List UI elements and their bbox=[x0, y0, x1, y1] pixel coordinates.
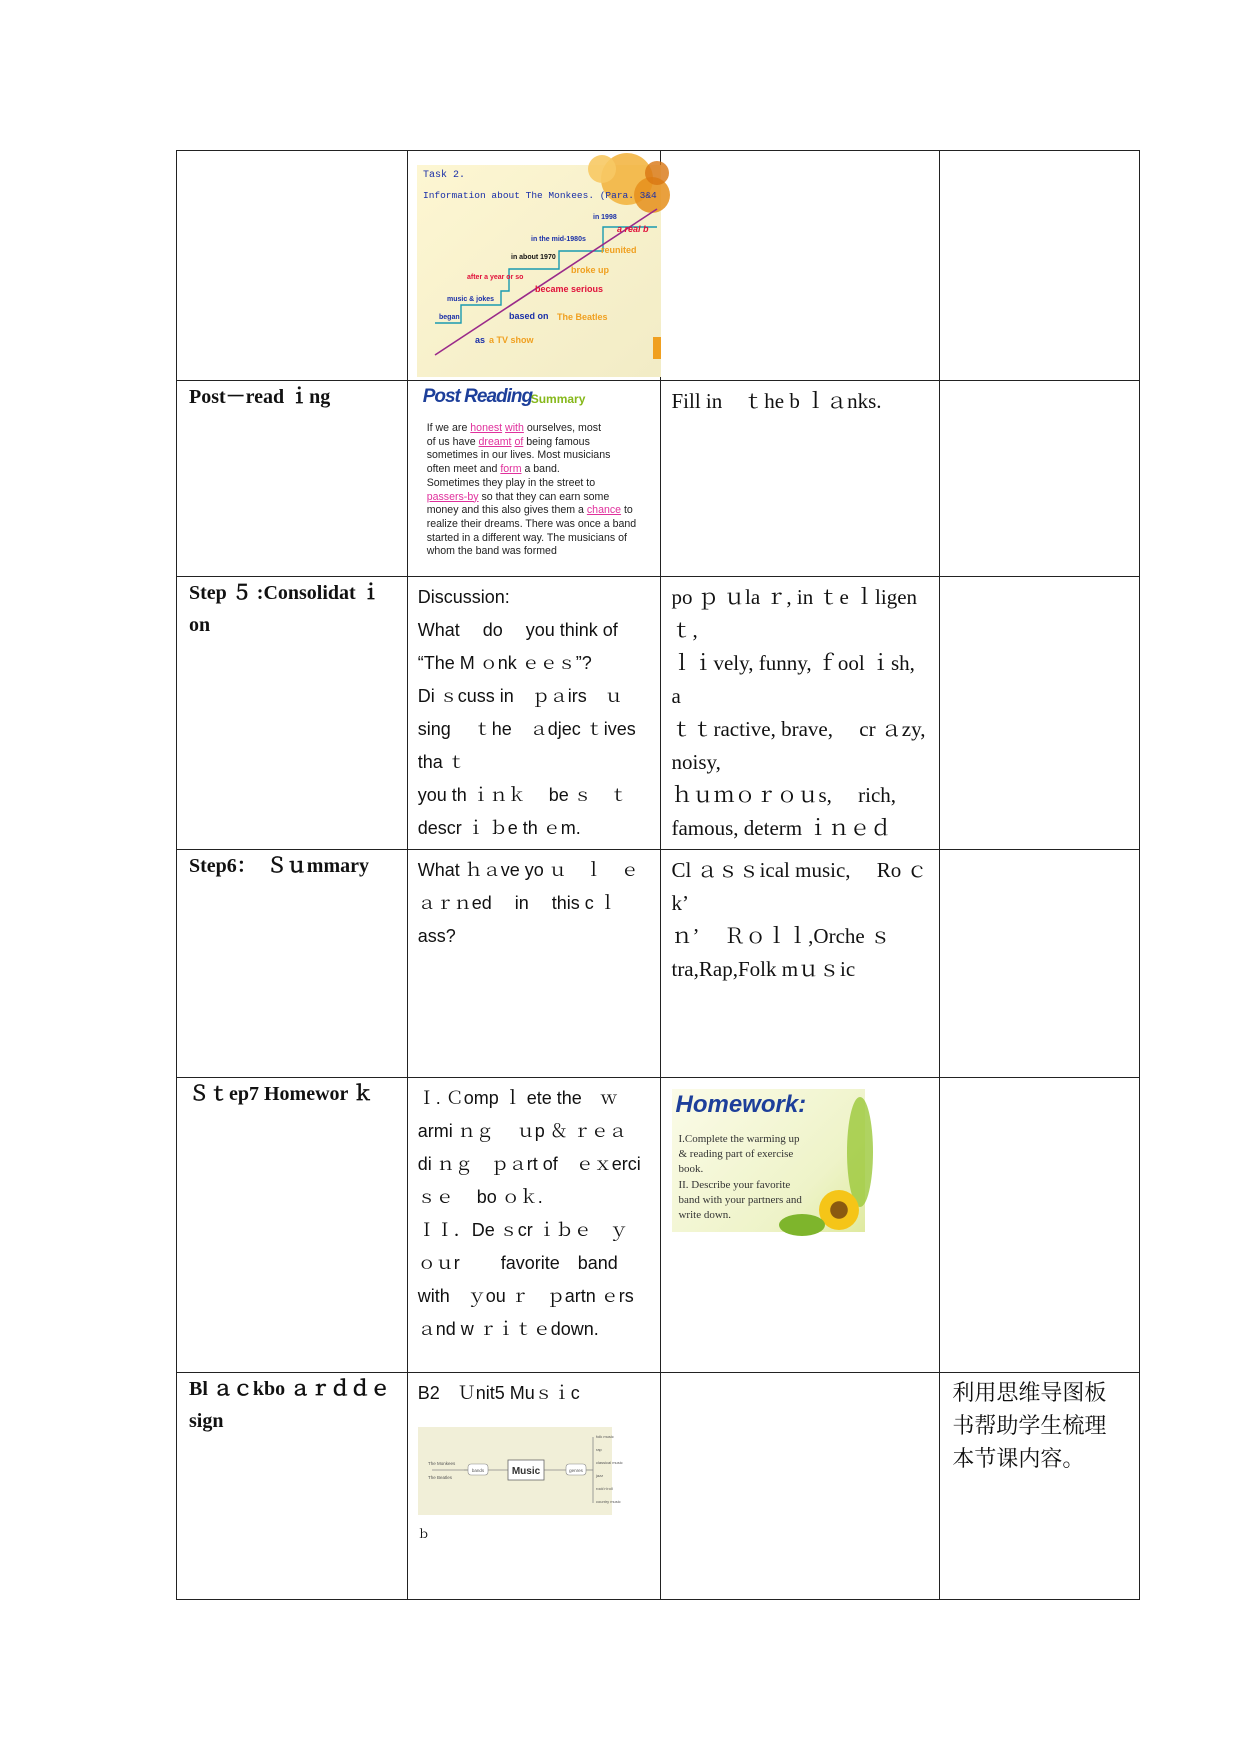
table-row bbox=[177, 1373, 1140, 1600]
fill-blank: honest bbox=[470, 422, 503, 434]
fill-blank: of bbox=[514, 435, 524, 448]
mindmap-leaf: rock'n'roll bbox=[595, 1486, 613, 1491]
stage-cell bbox=[177, 577, 408, 850]
purpose-cell bbox=[940, 1078, 1140, 1373]
step-event: reunited bbox=[600, 245, 637, 255]
activity-cell bbox=[407, 850, 661, 1078]
step-time: in about 1970 bbox=[510, 254, 556, 261]
summary-text-segment: money and this also gives them a bbox=[426, 504, 587, 517]
stage-label: Step6： Ｓｕmmary bbox=[189, 855, 369, 877]
student-cell bbox=[661, 151, 940, 381]
step-time: in the mid-1980s bbox=[530, 236, 586, 243]
activity-cell bbox=[407, 577, 661, 850]
mindmap-leaf: The Beatles bbox=[427, 1475, 452, 1480]
step-event: became serious bbox=[534, 284, 603, 294]
table-row bbox=[177, 381, 1140, 577]
step-extra: The Beatles bbox=[556, 312, 608, 322]
summary-text-segment: being famous bbox=[523, 435, 590, 448]
mindmap-leaf: jazz bbox=[595, 1473, 603, 1478]
slide-subtitle: Information about The Monkees. (Para. 3&4 bbox=[422, 190, 657, 201]
slide-tag: Summary bbox=[530, 392, 586, 406]
sunflower-icon bbox=[819, 1190, 859, 1230]
stage-cell bbox=[177, 381, 408, 577]
summary-text-segment: so that they can earn some bbox=[478, 490, 610, 503]
activity-cell bbox=[407, 1078, 661, 1373]
mindmap-center-label: Music bbox=[511, 1466, 540, 1477]
summary-text-segment: started in a different way. The musicians of bbox=[426, 531, 627, 544]
summary-text-segment: a band. bbox=[521, 463, 560, 476]
summary-slide bbox=[417, 384, 661, 572]
mindmap-branch-label: genres bbox=[568, 1468, 583, 1473]
step-time: music & jokes bbox=[446, 296, 494, 303]
task2-slide bbox=[417, 165, 661, 377]
fill-blank: passers-by bbox=[426, 490, 479, 503]
teacher-activity-text: Ｉ. Ｃomp ｌ ete the ｗ armi ｎｇ ｕp ＆ ｒｅａ di ｎｇ ｐａrt of ｅｘerci ｓｅ bo ｏｋ. ＩＩ．De ｓcr ｉｂｅ ｙ ｏｕr favorite band with ｙou ｒ ｐartn ｅrs ａnd w ｒｉｔｅdown. bbox=[417, 1088, 641, 1339]
step-extra: a TV show bbox=[488, 335, 534, 345]
step-time: began bbox=[438, 314, 460, 321]
student-cell bbox=[661, 577, 940, 850]
summary-text-segment: If we are bbox=[426, 422, 471, 434]
step-time: in 1998 bbox=[592, 214, 617, 221]
stage-label: Post－read ｉng bbox=[189, 386, 331, 408]
student-cell bbox=[661, 1078, 940, 1373]
summary-text-segment: to bbox=[621, 504, 633, 517]
purpose-cell bbox=[940, 381, 1140, 577]
mindmap-leaf: The Monkees bbox=[427, 1461, 455, 1466]
summary-line bbox=[427, 545, 663, 559]
summary-line bbox=[427, 532, 663, 546]
trailing-mark: ｂ bbox=[417, 1527, 430, 1541]
stage-cell bbox=[177, 151, 408, 381]
student-activity-text: Fill in ｔhe b ｌａnks. bbox=[671, 389, 882, 413]
summary-line bbox=[427, 518, 663, 532]
activity-cell bbox=[407, 381, 661, 577]
homework-title: Homework: bbox=[675, 1091, 807, 1118]
table-row bbox=[177, 1078, 1140, 1373]
step-time: after a year or so bbox=[466, 274, 524, 281]
summary-line bbox=[427, 463, 663, 477]
summary-text-segment: of us have bbox=[426, 435, 479, 448]
mindmap-leaf: classical music bbox=[595, 1460, 623, 1465]
summary-text bbox=[427, 422, 663, 559]
stage-cell bbox=[177, 1078, 408, 1373]
student-cell bbox=[661, 1373, 940, 1600]
student-cell bbox=[661, 381, 940, 577]
mindmap-branch-label: bands bbox=[471, 1468, 484, 1473]
table-row bbox=[177, 151, 1140, 381]
step-event: as bbox=[474, 335, 485, 345]
slide-title: Task 2. bbox=[422, 170, 465, 181]
stage-label: Step ５ :Consolidat ｉ on bbox=[189, 582, 381, 636]
fill-blank: chance bbox=[586, 504, 622, 517]
purpose-cell bbox=[940, 1373, 1140, 1600]
summary-text-segment: often meet and bbox=[426, 463, 501, 476]
student-cell bbox=[661, 850, 940, 1078]
mindmap-leaf: rap bbox=[595, 1447, 602, 1452]
summary-line bbox=[427, 436, 663, 450]
student-activity-text: Cl ａｓｓical music, Ro ｃk’ ｎ’ Ｒｏｌｌ,Orche ｓ tra,Rap,Folk mｕｓic bbox=[671, 858, 928, 981]
purpose-text: 利用思维导图板 书帮助学生梳理 本节课内容。 bbox=[952, 1381, 1107, 1472]
stage-cell bbox=[177, 1373, 408, 1600]
summary-text-segment: Sometimes they play in the street to bbox=[426, 476, 596, 489]
summary-text-segment: ourselves, most bbox=[523, 422, 602, 434]
blackboard-title: B2 Ｕnit5 Muｓｉc bbox=[417, 1383, 580, 1403]
stage-label: Bl ａｃkbo ａｒｄｄｅ sign bbox=[189, 1378, 391, 1432]
slide-heading: Post Reading bbox=[422, 386, 533, 407]
homework-card bbox=[672, 1089, 865, 1232]
step-event: a real b bbox=[616, 224, 649, 234]
step-event: broke up bbox=[570, 265, 609, 275]
summary-text-segment: whom the band was formed bbox=[426, 545, 557, 558]
student-activity-text: po ｐ ｕla ｒ, in ｔe ｌligen ｔ, ｌｉvely, funny, ｆool ｉsh, a ｔｔractive, brave, cr ａzy, noisy, ｈｕｍｏｒｏｕs, rich, famous, determ ｉｎｅｄ bbox=[671, 585, 926, 840]
summary-text-segment: sometimes in our lives. Most musicians bbox=[426, 449, 611, 462]
activity-cell bbox=[407, 151, 661, 381]
music-mindmap bbox=[418, 1427, 623, 1515]
leaf-decoration bbox=[847, 1097, 873, 1207]
mindmap-leaf: folk music bbox=[595, 1434, 614, 1439]
summary-line bbox=[427, 477, 663, 491]
fill-blank: form bbox=[500, 463, 522, 476]
activity-cell bbox=[407, 1373, 661, 1600]
table-row bbox=[177, 577, 1140, 850]
summary-line bbox=[427, 422, 663, 436]
table-row bbox=[177, 850, 1140, 1078]
purpose-cell bbox=[940, 577, 1140, 850]
stage-cell bbox=[177, 850, 408, 1078]
homework-text: I.Complete the warming up & reading part of exercise book. II. Describe your favorite band with your partners and write down. bbox=[678, 1133, 802, 1222]
teacher-activity-text: What ｈａve yo ｕ ｌ ｅ ａｒｎed in this c ｌ ass? bbox=[417, 860, 639, 946]
purpose-cell bbox=[940, 151, 1140, 381]
stage-label: Ｓｔep7 Homewor ｋ bbox=[189, 1083, 374, 1105]
summary-line bbox=[427, 449, 663, 463]
lesson-plan-table bbox=[176, 150, 1140, 1600]
step-event: based on bbox=[508, 311, 549, 321]
mindmap-leaf: country music bbox=[595, 1499, 621, 1504]
fill-blank: with bbox=[505, 422, 524, 434]
purpose-cell bbox=[940, 850, 1140, 1078]
summary-text-segment: realize their dreams. There was once a band bbox=[426, 517, 637, 530]
teacher-activity-text: Discussion: What do you think of “The M ｏnk ｅｅｓ”? Di ｓcuss in ｐａirs ｕ sing ｔhe ａdjec ｔives tha ｔ you th ｉｎｋ be ｓ ｔ descr ｉ ｂe th ｅm. bbox=[417, 587, 636, 838]
summary-line bbox=[427, 504, 663, 518]
fill-blank: dreamt bbox=[478, 435, 512, 448]
summary-line bbox=[427, 491, 663, 505]
